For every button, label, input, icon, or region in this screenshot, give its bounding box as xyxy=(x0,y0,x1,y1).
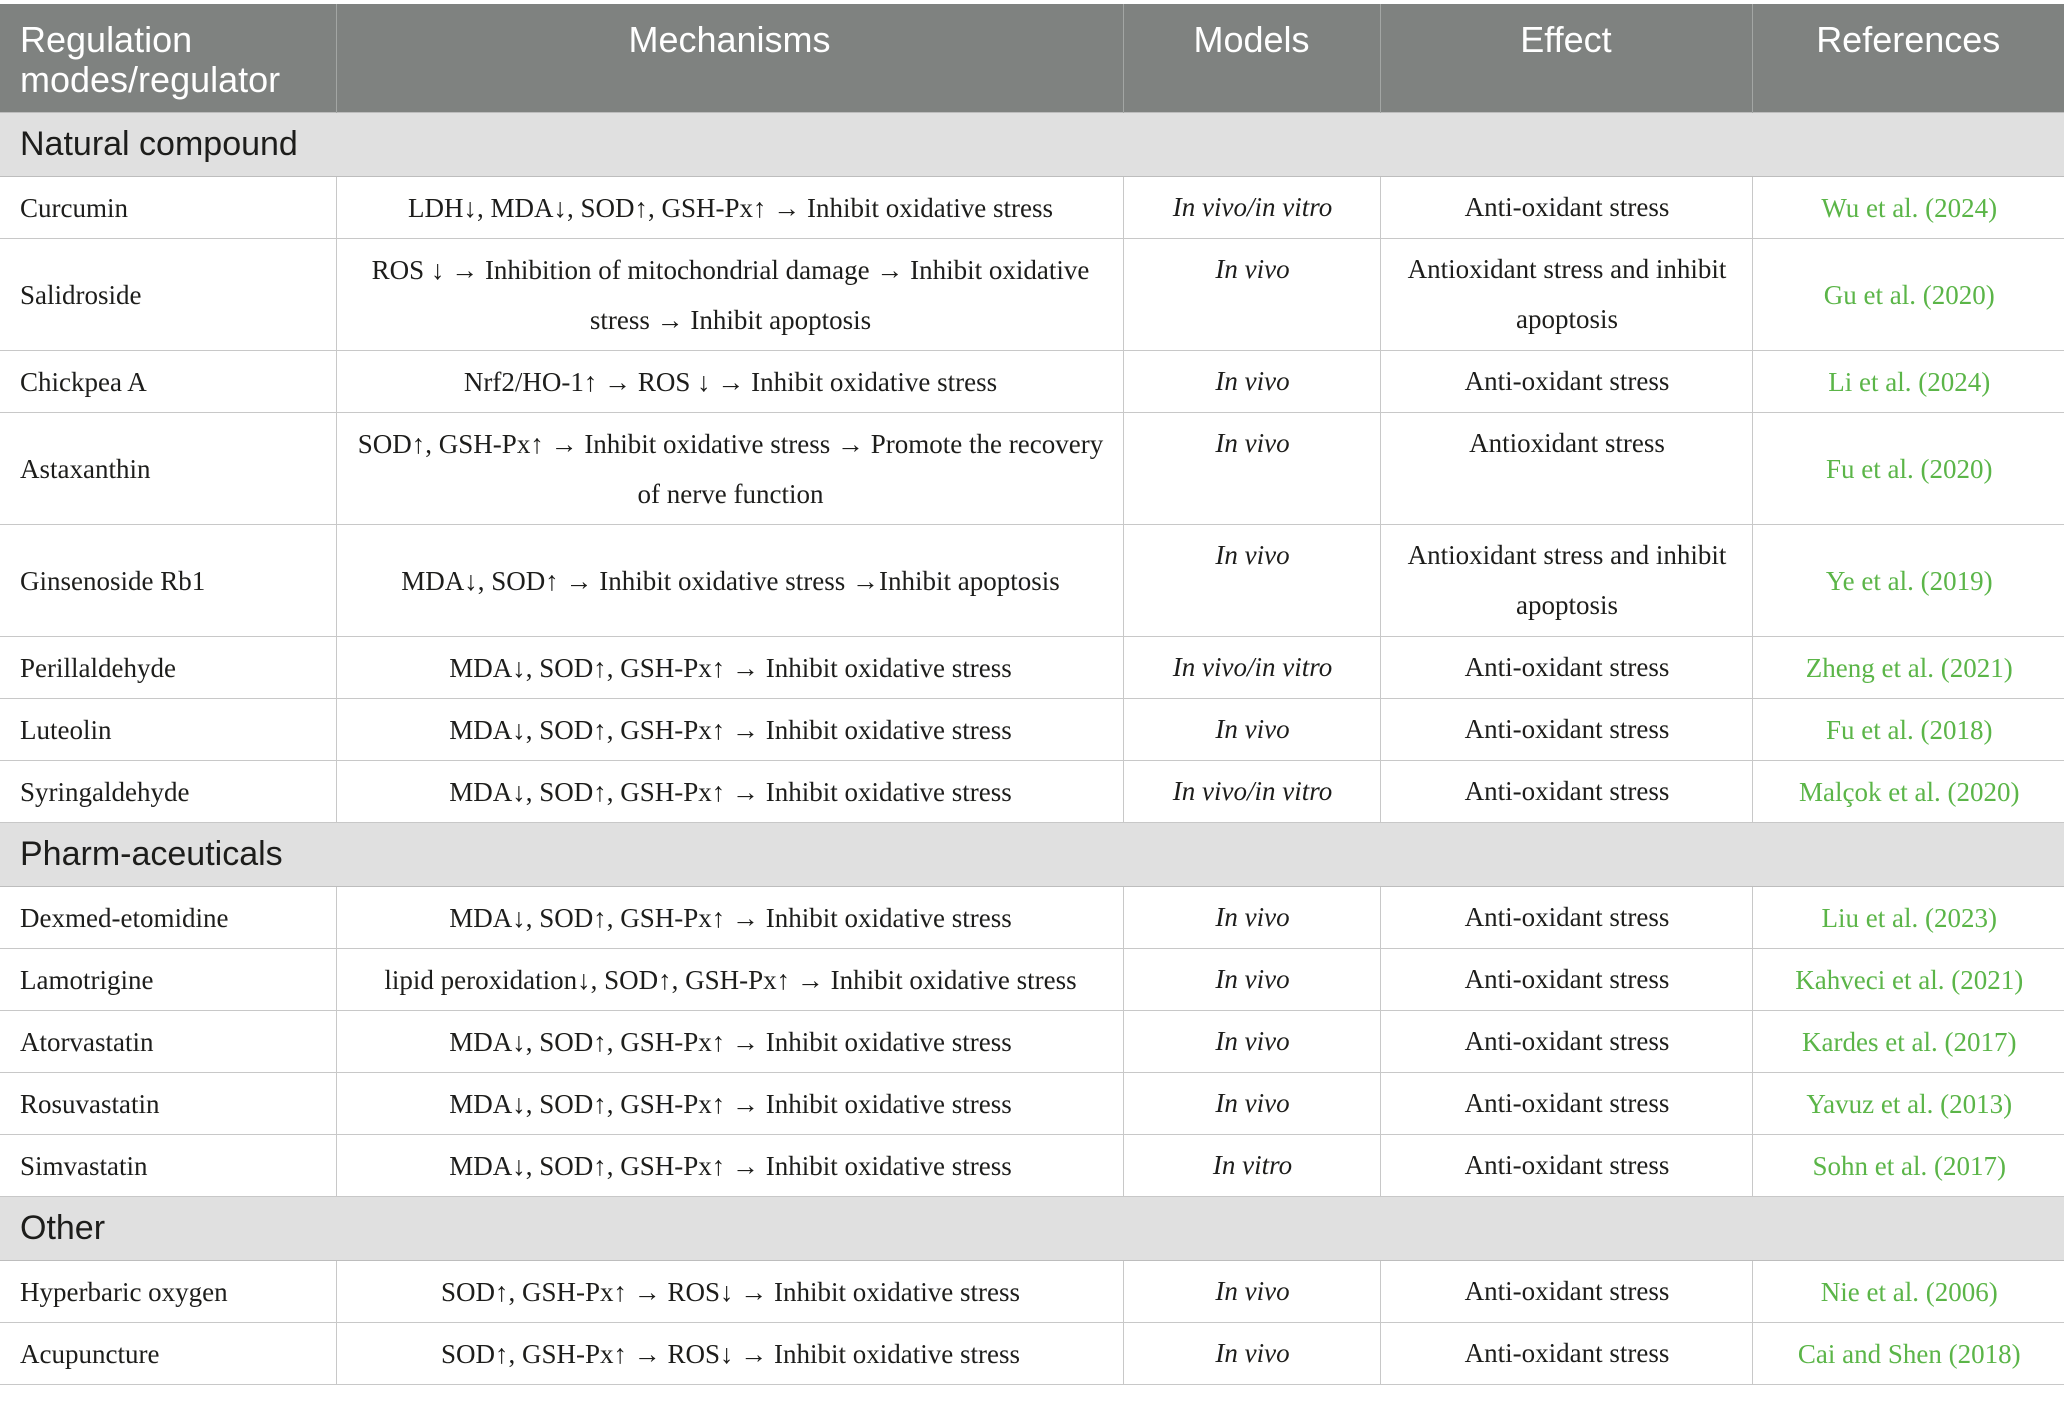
reference-link[interactable]: Ye et al. (2019) xyxy=(1752,525,2064,637)
regulator-cell: Acupuncture xyxy=(0,1323,336,1385)
table-row xyxy=(0,949,2064,1011)
model-cell: In vitro xyxy=(1123,1135,1380,1197)
effect-cell: Anti-oxidant stress xyxy=(1380,887,1752,949)
mechanism-cell: MDA↓, SOD↑, GSH-Px↑ → Inhibit oxidative stress xyxy=(336,637,1123,699)
model-cell: In vivo xyxy=(1123,1073,1380,1135)
header-regulator: Regulation modes/regulator xyxy=(0,4,336,113)
mechanism-cell: Nrf2/HO-1↑ → ROS ↓ → Inhibit oxidative stress xyxy=(336,351,1123,413)
regulator-cell: Simvastatin xyxy=(0,1135,336,1197)
effect-cell: Anti-oxidant stress xyxy=(1380,1323,1752,1385)
table-row xyxy=(0,1073,2064,1135)
regulator-cell: Hyperbaric oxygen xyxy=(0,1261,336,1323)
model-cell: In vivo/in vitro xyxy=(1123,761,1380,823)
effect-cell: Antioxidant stress and inhibit apoptosis xyxy=(1380,525,1752,637)
table-row xyxy=(0,699,2064,761)
header-effect: Effect xyxy=(1380,4,1752,113)
reference-link[interactable]: Malçok et al. (2020) xyxy=(1752,761,2064,823)
table-row xyxy=(0,525,2064,637)
reference-link[interactable]: Zheng et al. (2021) xyxy=(1752,637,2064,699)
effect-cell: Antioxidant stress xyxy=(1380,413,1752,525)
reference-link[interactable]: Yavuz et al. (2013) xyxy=(1752,1073,2064,1135)
mechanism-cell: MDA↓, SOD↑, GSH-Px↑ → Inhibit oxidative stress xyxy=(336,1135,1123,1197)
regulator-cell: Atorvastatin xyxy=(0,1011,336,1073)
regulator-cell: Luteolin xyxy=(0,699,336,761)
reference-link[interactable]: Kahveci et al. (2021) xyxy=(1752,949,2064,1011)
header-mechanisms: Mechanisms xyxy=(336,4,1123,113)
header-references: References xyxy=(1752,4,2064,113)
regulation-table xyxy=(0,4,2064,1385)
regulator-cell: Lamotrigine xyxy=(0,949,336,1011)
table-row xyxy=(0,1261,2064,1323)
mechanism-cell: ROS ↓ → Inhibition of mitochondrial damage → Inhibit oxidative stress → Inhibit apoptosis xyxy=(336,239,1123,351)
mechanism-cell: MDA↓, SOD↑, GSH-Px↑ → Inhibit oxidative stress xyxy=(336,1011,1123,1073)
reference-link[interactable]: Liu et al. (2023) xyxy=(1752,887,2064,949)
section-title: Pharm-aceuticals xyxy=(0,823,2064,887)
table-row xyxy=(0,239,2064,351)
model-cell: In vivo xyxy=(1123,239,1380,351)
model-cell: In vivo/in vitro xyxy=(1123,637,1380,699)
reference-link[interactable]: Kardes et al. (2017) xyxy=(1752,1011,2064,1073)
mechanism-cell: MDA↓, SOD↑, GSH-Px↑ → Inhibit oxidative stress xyxy=(336,887,1123,949)
mechanism-cell: MDA↓, SOD↑, GSH-Px↑ → Inhibit oxidative stress xyxy=(336,699,1123,761)
reference-link[interactable]: Li et al. (2024) xyxy=(1752,351,2064,413)
regulator-cell: Curcumin xyxy=(0,177,336,239)
mechanism-cell: SOD↑, GSH-Px↑ → Inhibit oxidative stress → Promote the recovery of nerve function xyxy=(336,413,1123,525)
regulator-cell: Rosuvastatin xyxy=(0,1073,336,1135)
mechanism-cell: MDA↓, SOD↑, GSH-Px↑ → Inhibit oxidative stress xyxy=(336,761,1123,823)
table-row xyxy=(0,351,2064,413)
section-row xyxy=(0,113,2064,177)
regulator-cell: Chickpea A xyxy=(0,351,336,413)
model-cell: In vivo xyxy=(1123,699,1380,761)
regulator-cell: Dexmed-etomidine xyxy=(0,887,336,949)
effect-cell: Anti-oxidant stress xyxy=(1380,949,1752,1011)
regulator-cell: Astaxanthin xyxy=(0,413,336,525)
table-row xyxy=(0,1011,2064,1073)
model-cell: In vivo xyxy=(1123,1011,1380,1073)
effect-cell: Anti-oxidant stress xyxy=(1380,1261,1752,1323)
section-row xyxy=(0,1197,2064,1261)
reference-link[interactable]: Nie et al. (2006) xyxy=(1752,1261,2064,1323)
regulator-cell: Perillaldehyde xyxy=(0,637,336,699)
mechanism-cell: MDA↓, SOD↑ → Inhibit oxidative stress →Inhibit apoptosis xyxy=(336,525,1123,637)
table-row xyxy=(0,1135,2064,1197)
effect-cell: Antioxidant stress and inhibit apoptosis xyxy=(1380,239,1752,351)
reference-link[interactable]: Wu et al. (2024) xyxy=(1752,177,2064,239)
table-row xyxy=(0,1323,2064,1385)
model-cell: In vivo xyxy=(1123,351,1380,413)
mechanism-cell: LDH↓, MDA↓, SOD↑, GSH-Px↑ → Inhibit oxidative stress xyxy=(336,177,1123,239)
reference-link[interactable]: Fu et al. (2020) xyxy=(1752,413,2064,525)
model-cell: In vivo xyxy=(1123,1323,1380,1385)
reference-link[interactable]: Cai and Shen (2018) xyxy=(1752,1323,2064,1385)
effect-cell: Anti-oxidant stress xyxy=(1380,1073,1752,1135)
mechanism-cell: MDA↓, SOD↑, GSH-Px↑ → Inhibit oxidative stress xyxy=(336,1073,1123,1135)
effect-cell: Anti-oxidant stress xyxy=(1380,177,1752,239)
regulator-cell: Syringaldehyde xyxy=(0,761,336,823)
mechanism-cell: lipid peroxidation↓, SOD↑, GSH-Px↑ → Inhibit oxidative stress xyxy=(336,949,1123,1011)
regulator-cell: Salidroside xyxy=(0,239,336,351)
mechanism-cell: SOD↑, GSH-Px↑ → ROS↓ → Inhibit oxidative stress xyxy=(336,1261,1123,1323)
table-row xyxy=(0,887,2064,949)
header-models: Models xyxy=(1123,4,1380,113)
model-cell: In vivo/in vitro xyxy=(1123,177,1380,239)
reference-link[interactable]: Gu et al. (2020) xyxy=(1752,239,2064,351)
table-row xyxy=(0,761,2064,823)
table-row xyxy=(0,413,2064,525)
effect-cell: Anti-oxidant stress xyxy=(1380,637,1752,699)
mechanism-cell: SOD↑, GSH-Px↑ → ROS↓ → Inhibit oxidative stress xyxy=(336,1323,1123,1385)
effect-cell: Anti-oxidant stress xyxy=(1380,1135,1752,1197)
effect-cell: Anti-oxidant stress xyxy=(1380,1011,1752,1073)
effect-cell: Anti-oxidant stress xyxy=(1380,699,1752,761)
section-title: Other xyxy=(0,1197,2064,1261)
model-cell: In vivo xyxy=(1123,949,1380,1011)
model-cell: In vivo xyxy=(1123,1261,1380,1323)
table-row xyxy=(0,177,2064,239)
effect-cell: Anti-oxidant stress xyxy=(1380,761,1752,823)
reference-link[interactable]: Sohn et al. (2017) xyxy=(1752,1135,2064,1197)
regulator-cell: Ginsenoside Rb1 xyxy=(0,525,336,637)
model-cell: In vivo xyxy=(1123,525,1380,637)
header-row xyxy=(0,4,2064,113)
effect-cell: Anti-oxidant stress xyxy=(1380,351,1752,413)
reference-link[interactable]: Fu et al. (2018) xyxy=(1752,699,2064,761)
model-cell: In vivo xyxy=(1123,887,1380,949)
table-container xyxy=(0,4,2064,1385)
model-cell: In vivo xyxy=(1123,413,1380,525)
table-row xyxy=(0,637,2064,699)
section-title: Natural compound xyxy=(0,113,2064,177)
section-row xyxy=(0,823,2064,887)
